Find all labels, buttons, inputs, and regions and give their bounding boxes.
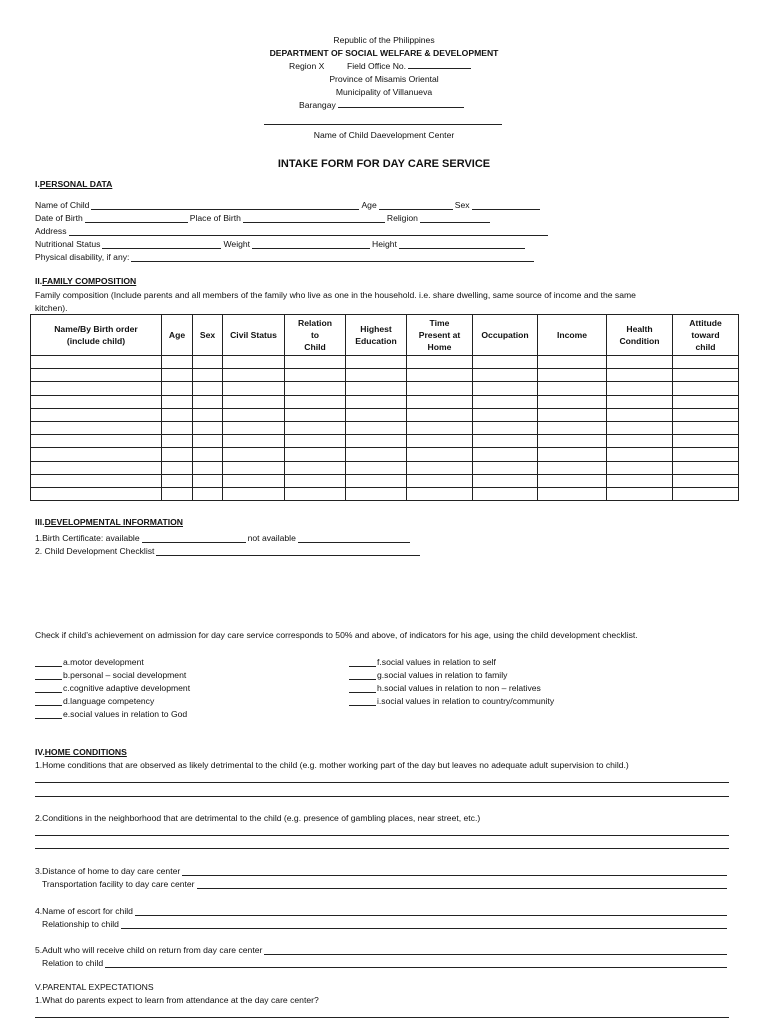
checklist-item-label: e.social values in relation to God bbox=[63, 709, 188, 719]
table-cell[interactable] bbox=[223, 395, 285, 408]
table-cell[interactable] bbox=[673, 408, 739, 421]
col-relation-header-line: to bbox=[310, 330, 320, 340]
weight-field[interactable] bbox=[252, 239, 370, 249]
table-cell[interactable] bbox=[407, 461, 473, 474]
table-cell[interactable] bbox=[407, 395, 473, 408]
table-cell[interactable] bbox=[346, 369, 407, 382]
table-cell[interactable] bbox=[285, 487, 346, 500]
table-cell[interactable] bbox=[193, 448, 223, 461]
table-cell[interactable] bbox=[346, 461, 407, 474]
table-cell[interactable] bbox=[607, 448, 673, 461]
table-cell[interactable] bbox=[607, 474, 673, 487]
table-cell[interactable] bbox=[162, 408, 193, 421]
checklist-blank[interactable] bbox=[349, 657, 376, 667]
table-row bbox=[31, 395, 739, 408]
table-cell[interactable] bbox=[538, 435, 607, 448]
checklist-item bbox=[35, 668, 186, 680]
home-question-2: 2.Conditions in the neighborhood that are detrimental to the child (e.g. presence of gambling places, near street, etc.) bbox=[35, 813, 481, 823]
receiver-relation-field[interactable] bbox=[105, 958, 727, 968]
section-parental-heading: V.PARENTAL EXPECTATIONS bbox=[35, 982, 154, 992]
table-cell[interactable] bbox=[31, 435, 162, 448]
table-cell[interactable] bbox=[673, 369, 739, 382]
table-cell[interactable] bbox=[162, 421, 193, 434]
table-cell[interactable] bbox=[162, 461, 193, 474]
table-cell[interactable] bbox=[162, 448, 193, 461]
table-cell[interactable] bbox=[193, 369, 223, 382]
checklist-item-label: c.cognitive adaptive development bbox=[63, 683, 191, 693]
col-attitude-header-line: child bbox=[695, 342, 716, 352]
table-cell[interactable] bbox=[285, 435, 346, 448]
col-civil-status-header bbox=[223, 315, 285, 356]
col-education-header bbox=[346, 315, 407, 356]
table-cell[interactable] bbox=[673, 382, 739, 395]
table-cell[interactable] bbox=[607, 356, 673, 369]
col-time-home-header-line: Home bbox=[427, 342, 452, 352]
table-cell[interactable] bbox=[407, 356, 473, 369]
pob-label: Place of Birth bbox=[189, 213, 241, 223]
section-family-heading: II.FAMILY COMPOSITION bbox=[35, 276, 137, 286]
birth-cert-not-available-field[interactable] bbox=[298, 533, 410, 543]
field-office-label: Field Office No. bbox=[347, 61, 471, 71]
table-cell[interactable] bbox=[538, 369, 607, 382]
col-health-header-line: Health bbox=[626, 324, 653, 334]
table-cell[interactable] bbox=[407, 474, 473, 487]
checklist-blank[interactable] bbox=[35, 696, 62, 706]
form-title: INTAKE FORM FOR DAY CARE SERVICE bbox=[277, 158, 491, 170]
address-field[interactable] bbox=[69, 226, 548, 236]
checklist-blank[interactable] bbox=[349, 670, 376, 680]
table-cell[interactable] bbox=[673, 487, 739, 500]
table-cell[interactable] bbox=[31, 395, 162, 408]
table-cell[interactable] bbox=[223, 382, 285, 395]
height-field[interactable] bbox=[399, 239, 525, 249]
table-cell[interactable] bbox=[162, 395, 193, 408]
table-cell[interactable] bbox=[223, 369, 285, 382]
col-occupation-header bbox=[473, 315, 538, 356]
checklist-item-label: h.social values in relation to non – relatives bbox=[377, 683, 541, 693]
dob-field[interactable] bbox=[85, 213, 188, 223]
row-birth bbox=[35, 211, 492, 223]
col-attitude-header-line: Attitude bbox=[689, 318, 722, 328]
checklist-item bbox=[349, 668, 507, 680]
row-disability bbox=[35, 250, 536, 262]
receiver-label: 5.Adult who will receive child on return from day care center bbox=[35, 945, 263, 955]
table-cell[interactable] bbox=[162, 382, 193, 395]
table-cell[interactable] bbox=[193, 474, 223, 487]
checklist-item-label: i.social values in relation to country/community bbox=[377, 696, 555, 706]
row-escort bbox=[35, 904, 729, 916]
table-cell[interactable] bbox=[285, 461, 346, 474]
table-cell[interactable] bbox=[538, 356, 607, 369]
escort-field[interactable] bbox=[135, 906, 727, 916]
not-available-label: not available bbox=[247, 533, 296, 543]
republic-line: Republic of the Philippines bbox=[333, 35, 435, 45]
municipality-line: Municipality of Villanueva bbox=[335, 87, 433, 97]
table-cell[interactable] bbox=[346, 474, 407, 487]
checklist-item-label: g.social values in relation to family bbox=[377, 670, 508, 680]
checklist-blank[interactable] bbox=[349, 696, 376, 706]
section-developmental-heading: III.DEVELOPMENTAL INFORMATION bbox=[35, 517, 184, 527]
table-cell[interactable] bbox=[223, 408, 285, 421]
checklist-blank[interactable] bbox=[35, 657, 62, 667]
field-office-blank[interactable] bbox=[408, 68, 471, 69]
table-cell[interactable] bbox=[538, 395, 607, 408]
table-cell[interactable] bbox=[346, 382, 407, 395]
table-cell[interactable] bbox=[538, 421, 607, 434]
family-description-2: kitchen). bbox=[35, 303, 68, 313]
table-cell[interactable] bbox=[346, 448, 407, 461]
col-attitude-header bbox=[673, 315, 739, 356]
row-checklist bbox=[35, 544, 422, 556]
table-cell[interactable] bbox=[31, 474, 162, 487]
row-distance bbox=[35, 864, 729, 876]
row-transport bbox=[42, 877, 729, 889]
checklist-item-label: d.language competency bbox=[63, 696, 155, 706]
table-cell[interactable] bbox=[31, 461, 162, 474]
row-address bbox=[35, 224, 550, 236]
table-row bbox=[31, 382, 739, 395]
table-cell[interactable] bbox=[346, 356, 407, 369]
checklist-item-label: f.social values in relation to self bbox=[377, 657, 496, 667]
table-cell[interactable] bbox=[673, 474, 739, 487]
checklist-blank[interactable] bbox=[35, 670, 62, 680]
table-cell[interactable] bbox=[285, 369, 346, 382]
col-time-home-header-line: Time bbox=[429, 318, 450, 328]
sex-label: Sex bbox=[454, 200, 470, 210]
col-relation-header bbox=[285, 315, 346, 356]
table-row bbox=[31, 356, 739, 369]
table-cell[interactable] bbox=[473, 435, 538, 448]
section-home-heading: IV.HOME CONDITIONS bbox=[35, 747, 127, 757]
transport-field[interactable] bbox=[197, 879, 727, 889]
table-cell[interactable] bbox=[162, 487, 193, 500]
table-cell[interactable] bbox=[223, 474, 285, 487]
checklist-item bbox=[349, 681, 541, 693]
home-answer-1-line-1[interactable] bbox=[35, 782, 729, 783]
checklist-blank[interactable] bbox=[35, 683, 62, 693]
table-cell[interactable] bbox=[31, 382, 162, 395]
table-cell[interactable] bbox=[346, 421, 407, 434]
table-cell[interactable] bbox=[223, 461, 285, 474]
table-cell[interactable] bbox=[538, 461, 607, 474]
table-cell[interactable] bbox=[407, 448, 473, 461]
table-cell[interactable] bbox=[193, 487, 223, 500]
table-cell[interactable] bbox=[607, 487, 673, 500]
home-answer-2-line-2[interactable] bbox=[35, 848, 729, 849]
col-name-header bbox=[31, 315, 162, 356]
col-time-home-header bbox=[407, 315, 473, 356]
region-label: Region X bbox=[289, 61, 325, 71]
checklist-blank[interactable] bbox=[349, 683, 376, 693]
table-cell[interactable] bbox=[31, 421, 162, 434]
col-age-header bbox=[162, 315, 193, 356]
table-cell[interactable] bbox=[407, 408, 473, 421]
table-cell[interactable] bbox=[407, 421, 473, 434]
row-escort-relationship bbox=[42, 917, 729, 929]
checklist-item bbox=[35, 681, 190, 693]
sex-field[interactable] bbox=[472, 200, 540, 210]
table-cell[interactable] bbox=[407, 382, 473, 395]
escort-relationship-label: Relationship to child bbox=[42, 919, 119, 929]
table-cell[interactable] bbox=[223, 487, 285, 500]
table-cell[interactable] bbox=[285, 395, 346, 408]
col-income-header bbox=[538, 315, 607, 356]
table-row bbox=[31, 435, 739, 448]
escort-label: 4.Name of escort for child bbox=[35, 906, 133, 916]
table-cell[interactable] bbox=[673, 461, 739, 474]
center-name-label: Name of Child Daevelopment Center bbox=[313, 130, 455, 140]
row-nutrition bbox=[35, 237, 527, 249]
row-receiver bbox=[35, 943, 729, 955]
section-personal-heading: I.PERSONAL DATA bbox=[35, 179, 113, 189]
table-cell[interactable] bbox=[193, 395, 223, 408]
table-cell[interactable] bbox=[607, 408, 673, 421]
col-sex-header bbox=[193, 315, 223, 356]
family-composition-table bbox=[30, 314, 739, 501]
col-time-home-header-line: Present at bbox=[418, 330, 461, 340]
table-cell[interactable] bbox=[473, 395, 538, 408]
table-cell[interactable] bbox=[407, 487, 473, 500]
table-cell[interactable] bbox=[607, 369, 673, 382]
table-cell[interactable] bbox=[346, 395, 407, 408]
distance-field[interactable] bbox=[182, 866, 727, 876]
table-body bbox=[31, 356, 739, 501]
table-cell[interactable] bbox=[473, 448, 538, 461]
disability-field[interactable] bbox=[131, 252, 534, 262]
home-answer-1-line-2[interactable] bbox=[35, 796, 729, 797]
checklist-item bbox=[349, 694, 554, 706]
table-cell[interactable] bbox=[193, 356, 223, 369]
table-cell[interactable] bbox=[538, 487, 607, 500]
nutrition-field[interactable] bbox=[102, 239, 221, 249]
col-name-header-line: Name/By Birth order bbox=[54, 324, 138, 334]
table-cell[interactable] bbox=[607, 382, 673, 395]
col-occupation-header-line: Occupation bbox=[481, 330, 529, 340]
table-row bbox=[31, 369, 739, 382]
dob-label: Date of Birth bbox=[35, 213, 83, 223]
table-cell[interactable] bbox=[346, 435, 407, 448]
table-cell[interactable] bbox=[162, 435, 193, 448]
parental-answer-1-line-1[interactable] bbox=[35, 1017, 729, 1018]
table-header-row bbox=[31, 315, 739, 356]
table-cell[interactable] bbox=[223, 421, 285, 434]
checklist-item bbox=[35, 707, 187, 719]
barangay-blank[interactable] bbox=[338, 107, 464, 108]
col-attitude-header-line: toward bbox=[691, 330, 720, 340]
table-cell[interactable] bbox=[31, 369, 162, 382]
table-cell[interactable] bbox=[193, 461, 223, 474]
checklist-item bbox=[35, 694, 154, 706]
table-cell[interactable] bbox=[193, 382, 223, 395]
checklist-item-label: a.motor development bbox=[63, 657, 144, 667]
table-cell[interactable] bbox=[473, 461, 538, 474]
province-line: Province of Misamis Oriental bbox=[329, 74, 439, 84]
table-row bbox=[31, 487, 739, 500]
nutrition-label: Nutritional Status bbox=[35, 239, 101, 249]
table-cell[interactable] bbox=[607, 461, 673, 474]
checklist-item-label: b.personal – social development bbox=[63, 670, 187, 680]
table-cell[interactable] bbox=[193, 421, 223, 434]
checklist-instruction: Check if child’s achievement on admission for day care service corresponds to 50% and above, of indicators for his age, using the child development checklist. bbox=[35, 630, 638, 640]
table-cell[interactable] bbox=[285, 448, 346, 461]
transport-label: Transportation facility to day care center bbox=[42, 879, 195, 889]
row-receiver-relation bbox=[42, 956, 729, 968]
checklist-field[interactable] bbox=[156, 546, 420, 556]
table-cell[interactable] bbox=[285, 474, 346, 487]
table-row bbox=[31, 408, 739, 421]
table-cell[interactable] bbox=[673, 421, 739, 434]
weight-label: Weight bbox=[223, 239, 251, 249]
checklist-label: 2. Child Development Checklist bbox=[35, 546, 155, 556]
col-age-header-line: Age bbox=[168, 330, 186, 340]
col-education-header-line: Highest bbox=[360, 324, 392, 334]
address-label: Address bbox=[35, 226, 67, 236]
table-row bbox=[31, 448, 739, 461]
table-cell[interactable] bbox=[223, 356, 285, 369]
table-cell[interactable] bbox=[285, 356, 346, 369]
birth-cert-label: 1.Birth Certificate: available bbox=[35, 533, 140, 543]
table-cell[interactable] bbox=[162, 369, 193, 382]
table-cell[interactable] bbox=[473, 474, 538, 487]
home-answer-2-line-1[interactable] bbox=[35, 835, 729, 836]
family-description-1: Family composition (Include parents and all members of the family who live as one in the household. i.e. share dwelling, same source of income and the same bbox=[35, 290, 636, 300]
name-label: Name of Child bbox=[35, 200, 90, 210]
table-cell[interactable] bbox=[407, 435, 473, 448]
col-name-header-line: (include child) bbox=[66, 336, 126, 346]
table-cell[interactable] bbox=[346, 487, 407, 500]
name-field[interactable] bbox=[91, 200, 359, 210]
col-income-header-line: Income bbox=[556, 330, 588, 340]
table-cell[interactable] bbox=[473, 408, 538, 421]
col-civil-status-header-line: Civil Status bbox=[230, 330, 277, 340]
table-cell[interactable] bbox=[538, 448, 607, 461]
distance-label: 3.Distance of home to day care center bbox=[35, 866, 181, 876]
table-cell[interactable] bbox=[538, 408, 607, 421]
col-education-header-line: Education bbox=[355, 336, 397, 346]
table-row bbox=[31, 474, 739, 487]
table-cell[interactable] bbox=[538, 382, 607, 395]
table-cell[interactable] bbox=[673, 435, 739, 448]
table-cell[interactable] bbox=[162, 474, 193, 487]
table-cell[interactable] bbox=[223, 448, 285, 461]
table-cell[interactable] bbox=[346, 408, 407, 421]
table-cell[interactable] bbox=[285, 421, 346, 434]
checklist-item bbox=[349, 655, 496, 667]
table-cell[interactable] bbox=[473, 421, 538, 434]
col-health-header-line: Condition bbox=[619, 336, 660, 346]
col-sex-header-line: Sex bbox=[199, 330, 216, 340]
table-row bbox=[31, 461, 739, 474]
table-cell[interactable] bbox=[285, 408, 346, 421]
row-name bbox=[35, 198, 542, 210]
checklist-blank[interactable] bbox=[35, 709, 62, 719]
table-cell[interactable] bbox=[31, 448, 162, 461]
religion-label: Religion bbox=[386, 213, 418, 223]
table-cell[interactable] bbox=[473, 382, 538, 395]
disability-label: Physical disability, if any: bbox=[35, 252, 130, 262]
table-cell[interactable] bbox=[162, 356, 193, 369]
religion-field[interactable] bbox=[420, 213, 490, 223]
table-cell[interactable] bbox=[193, 435, 223, 448]
pob-field[interactable] bbox=[243, 213, 385, 223]
receiver-relation-label: Relation to child bbox=[42, 958, 104, 968]
home-question-1: 1.Home conditions that are observed as likely detrimental to the child (e.g. mother working part of the day but leaves no adequate adult supervision to child.) bbox=[35, 760, 629, 770]
checklist-item bbox=[35, 655, 144, 667]
parental-question-1: 1.What do parents expect to learn from attendance at the day care center? bbox=[35, 995, 319, 1005]
table-cell[interactable] bbox=[607, 421, 673, 434]
table-cell[interactable] bbox=[31, 487, 162, 500]
col-relation-header-line: Relation bbox=[298, 318, 332, 328]
center-name-blank[interactable] bbox=[264, 124, 502, 125]
table-cell[interactable] bbox=[473, 369, 538, 382]
table-row bbox=[31, 421, 739, 434]
col-health-header bbox=[607, 315, 673, 356]
row-birth-certificate bbox=[35, 531, 412, 543]
department-name: DEPARTMENT OF SOCIAL WELFARE & DEVELOPMENT bbox=[269, 48, 499, 58]
table-cell[interactable] bbox=[31, 356, 162, 369]
table-cell[interactable] bbox=[473, 356, 538, 369]
table-cell[interactable] bbox=[193, 408, 223, 421]
table-cell[interactable] bbox=[607, 395, 673, 408]
table-cell[interactable] bbox=[31, 408, 162, 421]
age-field[interactable] bbox=[379, 200, 453, 210]
age-label: Age bbox=[361, 200, 377, 210]
barangay-label: Barangay bbox=[299, 100, 464, 110]
birth-cert-available-field[interactable] bbox=[142, 533, 246, 543]
col-relation-header-line: Child bbox=[304, 342, 326, 352]
table-cell[interactable] bbox=[673, 395, 739, 408]
table-cell[interactable] bbox=[673, 356, 739, 369]
receiver-field[interactable] bbox=[264, 945, 727, 955]
table-cell[interactable] bbox=[473, 487, 538, 500]
height-label: Height bbox=[372, 239, 397, 249]
table-cell[interactable] bbox=[285, 382, 346, 395]
table-cell[interactable] bbox=[223, 435, 285, 448]
table-cell[interactable] bbox=[607, 435, 673, 448]
table-cell[interactable] bbox=[407, 369, 473, 382]
table-cell[interactable] bbox=[538, 474, 607, 487]
escort-relationship-field[interactable] bbox=[121, 919, 727, 929]
table-cell[interactable] bbox=[673, 448, 739, 461]
